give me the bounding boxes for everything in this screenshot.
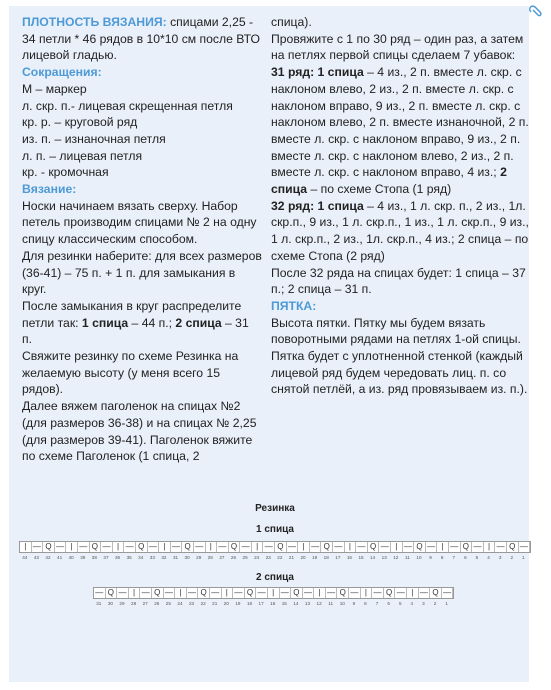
chart-cell: — — [194, 542, 206, 552]
chart-number: 8 — [364, 601, 367, 606]
chart-number: 9 — [429, 555, 432, 560]
paragraph: Высота пятки. Пятку мы будем вязать поворотными рядами на петлях 1-ой спицы. — [271, 315, 521, 347]
chart-cell: Q — [43, 542, 55, 552]
chart-cell: — — [519, 542, 531, 552]
chart-number: 6 — [464, 555, 467, 560]
chart-cell: | — [361, 588, 373, 598]
chart-cell: — — [140, 588, 152, 598]
chart-cell: | — [298, 542, 310, 552]
chart-number: 12 — [393, 555, 399, 560]
abbr-item: л. скр. п.- лицевая скрещенная петля — [22, 98, 233, 113]
chart-cell: — — [356, 542, 368, 552]
text: – 4 из., 2 п. вместе л. скр. с наклоном влево, 2 из., 2 п. вместе л. скр. с наклоном вправо, 9 из., 2 п. вместе л. скр. с наклоном влево, 2 п. вместе изнаночной, 2 п. вместе л. скр. с наклоном вправо, 9 из., 2 п. вместе л. скр. с наклоном влево, 2 из., 2 п. вместе л. скр. с наклоном вправо, 4 из.; — [271, 65, 529, 180]
text: – по схеме Стопа (1 ряд) — [307, 182, 452, 197]
chart-number: 28 — [207, 555, 213, 560]
chart-cell: — — [233, 588, 245, 598]
chart-number: 20 — [223, 601, 229, 606]
chart-numbers-needle1 — [19, 555, 529, 560]
chart-cell: — — [426, 542, 438, 552]
chart-cell: | — [268, 588, 280, 598]
chart-number: 25 — [242, 555, 248, 560]
chart-number: 7 — [375, 601, 379, 606]
chart-number: 40 — [68, 555, 74, 560]
chart-number: 29 — [196, 555, 202, 560]
chart-cell: — — [303, 588, 315, 598]
chart-number: 6 — [387, 601, 390, 606]
chart-number: 28 — [131, 601, 137, 606]
chart-cell: Q — [430, 588, 442, 598]
chart-cell: | — [407, 588, 419, 598]
chart-cell: — — [171, 542, 183, 552]
chart-cell: Q — [198, 588, 210, 598]
chart-cell: Q — [291, 588, 303, 598]
chart-cell: Q — [229, 542, 241, 552]
chart-number: 31 — [172, 555, 179, 560]
chart-number: 19 — [235, 601, 241, 606]
abbr-item: кр. - кромочная — [22, 165, 109, 180]
chart-number: 2 — [510, 555, 514, 560]
chart-cell: — — [326, 588, 338, 598]
chart-cell: | — [437, 542, 449, 552]
knit-heading: Вязание: — [22, 182, 77, 197]
chart-cell: — — [164, 588, 176, 598]
chart-cell: — — [419, 588, 431, 598]
chart-number: 19 — [312, 555, 318, 560]
chart-cell: — — [280, 588, 292, 598]
chart-cell: — — [55, 542, 67, 552]
left-column — [22, 14, 262, 465]
chart-number: 39 — [80, 555, 86, 560]
chart-cell: Q — [182, 542, 194, 552]
chart-row-needle1 — [19, 541, 531, 553]
density-heading: ПЛОТНОСТЬ ВЯЗАНИЯ: — [22, 15, 167, 29]
paragraph: спица). — [271, 15, 312, 29]
chart-number: 10 — [339, 601, 345, 606]
chart-number: 16 — [346, 555, 352, 560]
chart-cell: — — [78, 542, 90, 552]
chart-cell: Q — [368, 542, 380, 552]
chart-number: 21 — [288, 555, 295, 560]
chart-number: 37 — [103, 555, 109, 560]
chart-cell: — — [403, 542, 415, 552]
chart-cell: — — [117, 588, 129, 598]
chart-cell: — — [395, 588, 407, 598]
paragraph: Далее вяжем паголенок на спицах №2 (для размеров 36-38) и на спицах № 2,25 (для размеров 39-41). Паголенок вяжите по схеме Паголенок (1 спица, 2 — [22, 399, 257, 464]
chart-number: 26 — [230, 555, 237, 560]
bold-text: 31 ряд: 1 спица — [271, 65, 364, 80]
text: – 4 из., 1 л. скр. п., 2 из., 1л. скр.п., 9 из., 1 л. скр.п., 1 из., 1 л. скр.п., 9 из., 1 л. скр.п., 2 из., 1л. скр.п., 4 из.; 2 спица – по схеме Стопа (2 ряд) — [271, 198, 529, 263]
chart-cell: — — [217, 542, 229, 552]
paragraph: снятой петлёй, а из. ряд провязываем из. п.). — [271, 382, 528, 397]
paperclip-icon — [527, 2, 545, 20]
chart-cell: Q — [461, 542, 473, 552]
chart-number: 38 — [91, 555, 97, 560]
chart-number: 21 — [212, 601, 218, 606]
chart-number: 44 — [22, 555, 28, 560]
chart-number: 35 — [126, 555, 132, 560]
chart-cell: Q — [507, 542, 519, 552]
chart-number: 22 — [277, 555, 283, 560]
chart-cell: — — [472, 542, 484, 552]
chart-number: 23 — [265, 555, 271, 560]
chart-number: 27 — [219, 555, 225, 560]
chart-number: 30 — [184, 555, 190, 560]
chart-number: 3 — [498, 555, 502, 560]
chart-cell: — — [32, 542, 44, 552]
chart-number: 14 — [370, 555, 376, 560]
chart-number: 11 — [328, 601, 334, 606]
chart-number: 36 — [114, 555, 121, 560]
chart-cell: | — [66, 542, 78, 552]
chart-number: 3 — [422, 601, 425, 606]
chart-cell: | — [484, 542, 496, 552]
chart-number: 20 — [300, 555, 306, 560]
chart-cell: | — [206, 542, 218, 552]
chart-number: 1 — [522, 555, 525, 560]
chart-number: 9 — [352, 601, 356, 606]
chart-number: 2 — [433, 601, 437, 606]
chart-number: 14 — [293, 601, 299, 606]
chart-cell: | — [20, 542, 32, 552]
chart-number: 5 — [475, 555, 479, 560]
chart-cell: Q — [321, 542, 333, 552]
paragraph: Пятка будет с уплотненной стенкой (каждый лицевой ряд будем чередовать лиц. п. со — [271, 349, 523, 380]
chart-cell: — — [442, 588, 454, 598]
chart-cell: — — [263, 542, 275, 552]
chart-cell: | — [252, 542, 264, 552]
chart-number: 29 — [119, 601, 125, 606]
chart-number: 26 — [154, 601, 160, 606]
chart-number: 17 — [335, 555, 341, 560]
chart-cell: Q — [337, 588, 349, 598]
chart-cell: | — [175, 588, 187, 598]
bold-text: 1 спица — [81, 315, 129, 330]
chart-cell: | — [391, 542, 403, 552]
abbr-item: кр. р. – круговой ряд — [22, 115, 138, 130]
abbr-item: М – маркер — [22, 81, 87, 96]
chart-number: 7 — [452, 555, 456, 560]
paragraph: Свяжите резинку по схеме Резинка на желаемую высоту (у меня всего 15 рядов). — [22, 349, 239, 397]
needle1-label: 1 спица — [256, 524, 294, 535]
chart-number: 15 — [358, 555, 364, 560]
chart-cell: — — [256, 588, 268, 598]
chart-number: 31 — [96, 601, 102, 606]
chart-cell: Q — [152, 588, 164, 598]
chart-number: 24 — [177, 601, 183, 606]
bold-text: 2 спица — [175, 315, 222, 330]
chart-cell: — — [349, 588, 361, 598]
chart-cell: — — [379, 542, 391, 552]
chart-number: 25 — [165, 601, 171, 606]
stamp-edge-left — [0, 0, 8, 690]
chart-number: 16 — [270, 601, 276, 606]
bold-text: 2 спица — [271, 165, 507, 197]
chart-number: 5 — [398, 601, 402, 606]
chart-cell: Q — [414, 542, 426, 552]
chart-cell: — — [240, 542, 252, 552]
chart-number: 4 — [410, 601, 414, 606]
chart-cell: — — [124, 542, 136, 552]
chart-number: 13 — [304, 601, 311, 606]
chart-title: Резинка — [255, 503, 295, 514]
chart-number: 41 — [57, 555, 63, 560]
chart-cell: | — [222, 588, 234, 598]
paragraph: Носки начинаем вязать сверху. Набор петель производим спицами № 2 на одну спицу классическим способом. — [22, 198, 257, 247]
chart-number: 30 — [107, 601, 113, 606]
chart-row-needle2 — [93, 587, 454, 599]
chart-number: 4 — [487, 555, 490, 560]
chart-number: 18 — [246, 601, 253, 606]
chart-number: 17 — [258, 601, 264, 606]
abbr-item: л. п. – лицевая петля — [22, 148, 143, 163]
chart-number: 8 — [440, 555, 444, 560]
chart-cell: Q — [275, 542, 287, 552]
chart-number: 32 — [161, 555, 167, 560]
chart-number: 22 — [200, 601, 206, 606]
chart-number: 23 — [188, 601, 195, 606]
text: После замыкания в круг распределите петли так: — [22, 298, 242, 330]
chart-number: 12 — [316, 601, 322, 606]
abbr-heading: Сокращения: — [22, 65, 102, 80]
right-column — [271, 14, 529, 398]
chart-number: 18 — [323, 555, 329, 560]
chart-cell: — — [210, 588, 222, 598]
paragraph: После 32 ряда на спицах будет: 1 спица – 37 п.; 2 спица – 31 п. — [271, 265, 526, 297]
chart-cell: Q — [90, 542, 102, 552]
chart-cell: Q — [136, 542, 148, 552]
chart-cell: | — [159, 542, 171, 552]
density-text: спицами 2,25 - 34 петли * 46 рядов в 10*10 см после ВТО лицевой гладью. — [22, 15, 260, 63]
chart-number: 24 — [254, 555, 260, 560]
chart-cell: — — [449, 542, 461, 552]
abbr-item: из. п. – изнаночная петля — [22, 131, 166, 146]
chart-cell: — — [372, 588, 384, 598]
chart-number: 10 — [416, 555, 422, 560]
chart-cell: | — [129, 588, 141, 598]
chart-cell: | — [345, 542, 357, 552]
text: – 31 п. — [22, 315, 249, 347]
text: – 44 п.; — [128, 315, 176, 330]
chart-cell: — — [333, 542, 345, 552]
chart-cell: — — [495, 542, 507, 552]
chart-number: 11 — [405, 555, 410, 560]
paragraph: Для резинки наберите: для всех размеров (36-41) – 75 п. + 1 п. для замыкания в круг. — [22, 248, 262, 297]
chart-cell: — — [94, 588, 106, 598]
chart-number: 33 — [149, 555, 155, 560]
paragraph — [22, 298, 262, 348]
chart-cell: — — [310, 542, 322, 552]
heel-heading: ПЯТКА: — [271, 298, 317, 313]
chart-cell: Q — [384, 588, 396, 598]
needle2-label: 2 спица — [256, 572, 294, 583]
text: Провяжите с 1 по 30 ряд – один раз, а затем на петлях первой спицы сделаем 7 убавок: — [271, 31, 524, 63]
chart-cell: Q — [106, 588, 118, 598]
paragraph — [271, 31, 529, 198]
chart-numbers-needle2 — [93, 601, 452, 606]
chart-number: 1 — [445, 601, 448, 606]
chart-cell: | — [113, 542, 125, 552]
chart-cell: — — [148, 542, 160, 552]
bold-text: 32 ряд: — [271, 198, 315, 213]
chart-number: 27 — [142, 601, 148, 606]
chart-cell: — — [101, 542, 113, 552]
chart-number: 42 — [45, 555, 51, 560]
stamp-edge-right — [529, 0, 551, 690]
chart-number: 34 — [138, 555, 144, 560]
bold-text: 1 спица — [317, 198, 364, 213]
chart-number: 15 — [281, 601, 287, 606]
paragraph — [271, 198, 529, 265]
stamp-edge-bottom — [0, 682, 551, 690]
chart-number: 43 — [33, 555, 39, 560]
chart-cell: — — [187, 588, 199, 598]
chart-cell: Q — [245, 588, 257, 598]
chart-cell: | — [314, 588, 326, 598]
chart-number: 13 — [381, 555, 387, 560]
chart-cell: — — [287, 542, 299, 552]
